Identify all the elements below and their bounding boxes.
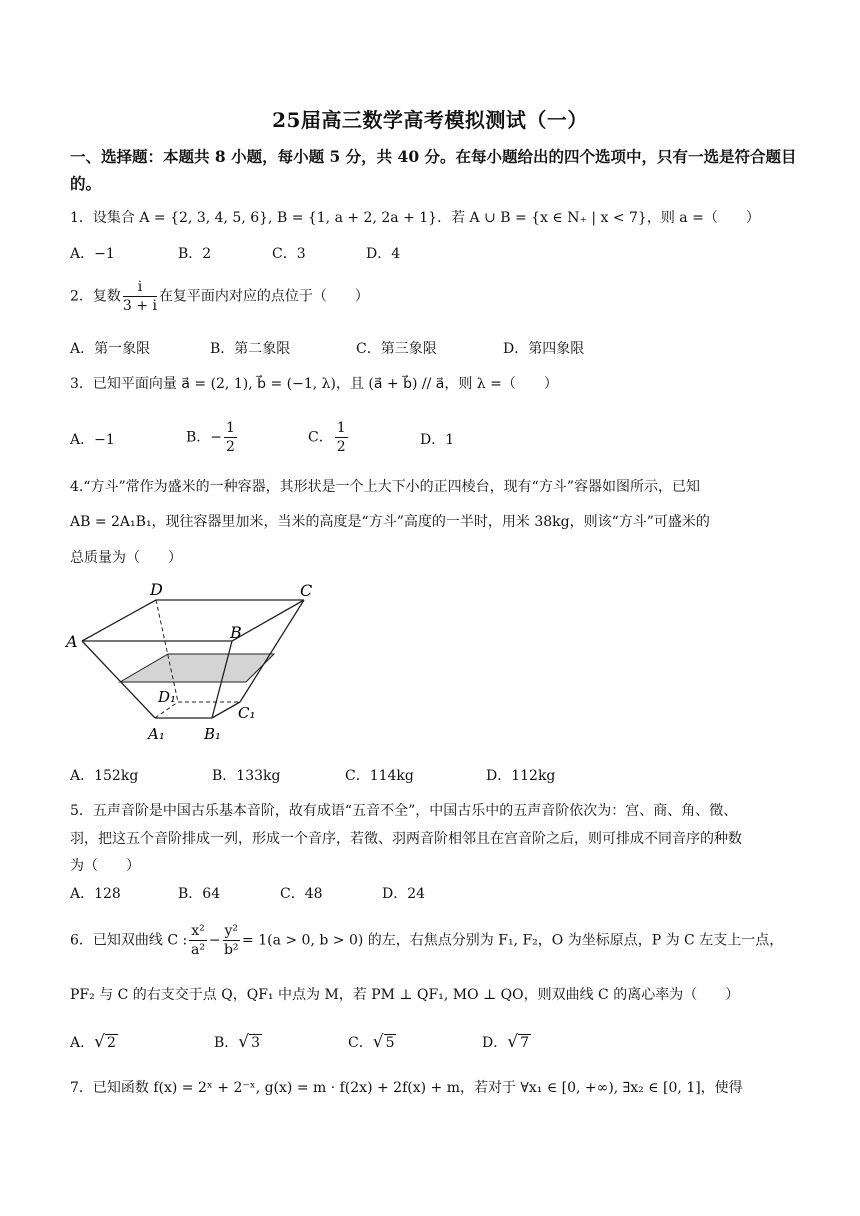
q6-x2: x² — [191, 923, 205, 939]
q6-frac-x — [189, 922, 207, 959]
q2-option-b: B．第二象限 — [210, 341, 291, 357]
q3-option-b-label: B．− — [186, 429, 223, 446]
q6-option-c-radicand: 5 — [385, 1035, 395, 1051]
q2-option-c: C．第三象限 — [356, 341, 437, 357]
q4-option-a: A．152kg — [70, 768, 139, 784]
q3-option-c — [308, 419, 350, 456]
sqrt-symbol: √ 7 — [507, 1032, 529, 1052]
q4-option-c: C．114kg — [345, 768, 414, 784]
q3-b-den: 2 — [226, 439, 235, 455]
question-5-line-3: 为（ ） — [70, 858, 140, 874]
q2-stem-after: 在复平面内对应的点位于（ ） — [158, 288, 369, 305]
q6-option-b-radicand: 3 — [251, 1035, 261, 1051]
q6-prefix: 6．已知双曲线 C : — [70, 932, 188, 949]
label-d: D — [150, 580, 163, 599]
question-4-line-2: AB = 2A₁B₁，现往容器里加米，当米的高度是“方斗”高度的一半时，用米 38kg，则该“方斗”可盛米的 — [70, 514, 710, 530]
q3-option-c-label: C． — [308, 429, 333, 446]
q2-option-a: A．第一象限 — [70, 341, 151, 357]
q6-frac-y — [223, 922, 241, 959]
question-4-line-3: 总质量为（ ） — [70, 550, 182, 566]
q3-option-b-frac — [224, 419, 237, 456]
edge-ad — [82, 600, 156, 641]
label-b: B — [230, 623, 242, 642]
question-4-line-1: 4.“方斗”常作为盛米的一种容器，其形状是一个上大下小的正四棱台，现有“方斗”容器如图所示，已知 — [70, 479, 700, 495]
question-6-line-2: PF₂ 与 C 的右支交于点 Q，QF₁ 中点为 M，若 PM ⊥ QF₁, MO ⊥ QO，则双曲线 C 的离心率为（ ） — [70, 987, 740, 1003]
q3-option-c-frac — [335, 419, 348, 456]
edge-bc — [232, 600, 304, 641]
q6-suffix: = 1(a > 0, b > 0) 的左，右焦点分别为 F₁, F₂，O 为坐标原点，P 为 C 左支上一点， — [242, 932, 784, 949]
q5-option-c: C．48 — [280, 886, 323, 902]
q5-option-d: D．24 — [382, 886, 426, 902]
q6-y2: y² — [224, 923, 239, 939]
label-b1: B₁ — [204, 725, 222, 743]
q6-option-d — [482, 1032, 531, 1052]
label-c1: C₁ — [238, 704, 256, 722]
q2-frac-den: 3 + i — [122, 298, 157, 314]
edge-cc1 — [240, 600, 304, 702]
label-a: A — [66, 632, 78, 651]
q6-option-b — [214, 1032, 262, 1052]
q3-c-num: 1 — [336, 420, 346, 436]
q2-frac-num: i — [123, 278, 157, 297]
q6-option-b-letter: B． — [214, 1035, 239, 1051]
q4-option-b: B．133kg — [212, 768, 281, 784]
question-5-line-1: 5．五声音阶是中国古乐基本音阶，故有成语“五音不全”，中国古乐中的五声音阶依次为：宫、商、角、徵、 — [70, 803, 738, 819]
q3-option-a: A．−1 — [70, 432, 115, 448]
q3-option-b — [186, 419, 239, 456]
question-7-stem: 7．已知函数 f(x) = 2ˣ + 2⁻ˣ, g(x) = m · f(2x) + 2f(x) + m，若对于 ∀x₁ ∈ [0, +∞), ∃x₂ ∈ [0, 1]，使得 — [70, 1080, 743, 1096]
sqrt-symbol: √ 2 — [94, 1032, 116, 1052]
sqrt-symbol: √ 3 — [238, 1032, 261, 1052]
q1-option-c: C．3 — [272, 246, 306, 262]
q6-b2: b² — [223, 942, 239, 958]
question-2-stem — [70, 278, 369, 315]
q2-fraction — [123, 278, 157, 315]
q3-option-d: D．1 — [420, 432, 455, 448]
rice-cross-section — [120, 654, 274, 682]
q6-option-d-radicand: 7 — [520, 1035, 529, 1051]
q6-option-c — [348, 1032, 396, 1052]
label-a1: A₁ — [148, 725, 165, 743]
q4-option-d: D．112kg — [486, 768, 556, 784]
q1-option-a: A．−1 — [70, 246, 115, 262]
q6-option-a-letter: A． — [70, 1035, 95, 1051]
question-1-stem: 1．设集合 A = {2, 3, 4, 5, 6}, B = {1, a + 2, 2a + 1}．若 A ∪ B = {x ∈ N₊ | x < 7}，则 a =（ ） — [70, 210, 760, 226]
q5-option-a: A．128 — [70, 886, 121, 902]
label-d1: D₁ — [158, 688, 177, 706]
edge-dd1 — [156, 600, 178, 702]
q3-b-num: 1 — [226, 420, 235, 436]
section-heading: 一、选择题：本题共 8 小题，每小题 5 分，共 40 分。在每小题给出的四个选项中，只有一选是符合题目的。 — [70, 147, 797, 193]
q2-stem-before: 2．复数 — [70, 288, 121, 305]
q5-option-b: B．64 — [178, 886, 221, 902]
q6-a2: a² — [191, 942, 205, 958]
question-3-stem: 3．已知平面向量 a⃗ = (2, 1), b⃗ = (−1, λ)，且 (a⃗ + b⃗) // a⃗，则 λ =（ ） — [70, 376, 558, 392]
q3-c-den: 2 — [336, 439, 346, 455]
question-5-line-2: 羽，把这五个音阶排成一列，形成一个音序，若徵、羽两音阶相邻且在宫音阶之后，则可排成不同音序的种数 — [70, 831, 742, 847]
q6-option-a — [70, 1032, 118, 1052]
page-title: 25届高三数学高考模拟测试（一） — [272, 108, 588, 132]
q1-option-b: B．2 — [178, 246, 212, 262]
q6-option-c-letter: C． — [348, 1035, 373, 1051]
label-c: C — [300, 581, 313, 600]
q6-option-a-radicand: 2 — [106, 1035, 116, 1051]
sqrt-symbol: √ 5 — [372, 1032, 395, 1052]
frustum-figure — [60, 578, 330, 748]
q6-option-d-letter: D． — [482, 1035, 508, 1051]
q1-option-d: D．4 — [366, 246, 401, 262]
question-6-stem: 6．已知双曲线 C : $\frac{\text{x²}}{\text{a²}}$ − $\frac{\text{y²}}{\text{b²}}$ = 1(a > 0, b > 0) 的左，右焦点分别为 F₁, F₂，O 为坐标原点，P 为 C 左支上一点， — [70, 923, 784, 958]
q2-option-d: D．第四象限 — [503, 341, 585, 357]
